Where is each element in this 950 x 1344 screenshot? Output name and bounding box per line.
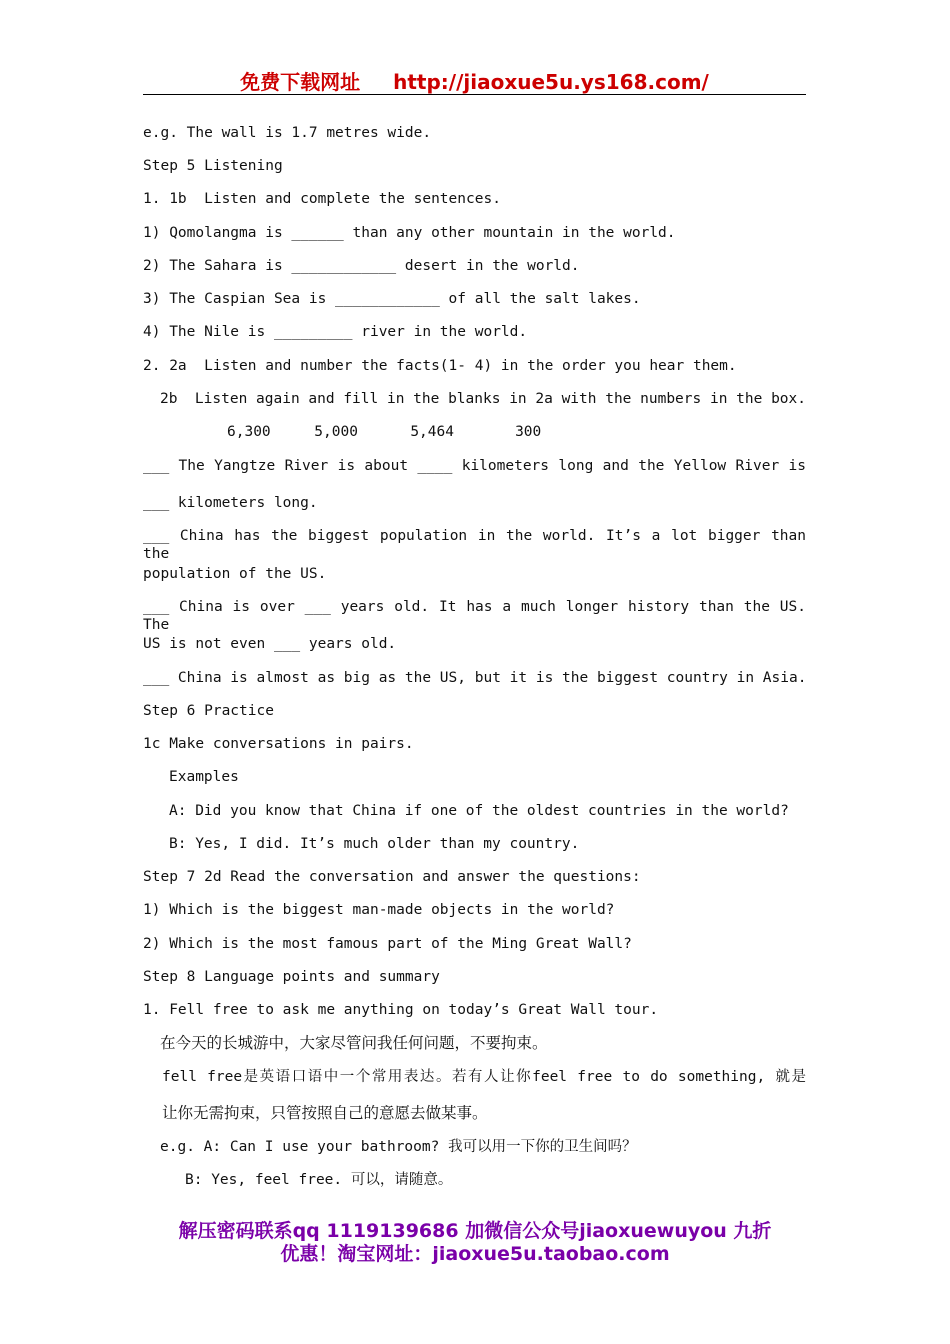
- header-url-link[interactable]: http://jiaoxue5u.ys168.com/: [393, 70, 709, 94]
- step5-heading: Step 5 Listening: [143, 158, 283, 174]
- text-line-25: 2) Which is the most famous part of the Ming Great Wall?: [143, 936, 632, 952]
- text-line-11: ___ The Yangtze River is about ____ kilometers long and the Yellow River is: [143, 458, 806, 474]
- text-line-17: ___ China is almost as big as the US, but it is the biggest country in Asia.: [143, 670, 807, 686]
- text-line-29: fell free是英语口语中一个常用表达。若有人让你feel free to do something, 就是: [162, 1069, 806, 1085]
- text-line-30: 让你无需拘束，只管按照自己的意愿去做某事。: [162, 1104, 488, 1122]
- page-header: [143, 66, 806, 95]
- text-line-27: 1. Fell free to ask me anything on today’s Great Wall tour.: [143, 1002, 659, 1018]
- step8-heading: Step 8 Language points and summary: [143, 969, 440, 985]
- footer-line-2: 优惠！淘宝网址：jiaoxue5u.taobao.com: [280, 1243, 670, 1265]
- text-line-31: e.g. A: Can I use your bathroom? 我可以用一下你的卫生间吗？: [160, 1139, 637, 1155]
- footer-line-1: 解压密码联系qq 1119139686 加微信公众号jiaoxuewuyou 九折: [178, 1220, 772, 1242]
- text-line-28: 在今天的长城游中，大家尽管问我任何问题，不要拘束。: [160, 1034, 548, 1052]
- header-title: 免费下载网址: [240, 70, 361, 94]
- text-line-3: 1. 1b Listen and complete the sentences.: [143, 191, 501, 207]
- text-line-14: population of the US.: [143, 566, 327, 582]
- text-line-1: e.g. The wall is 1.7 metres wide.: [143, 125, 432, 141]
- text-line-15: ___ China is over ___ years old. It has a much longer history than the US. The: [143, 599, 806, 633]
- text-line-9: 2b Listen again and fill in the blanks in 2a with the numbers in the box.: [160, 391, 807, 407]
- text-line-7: 4) The Nile is _________ river in the world.: [143, 324, 528, 340]
- step7-heading: Step 7 2d Read the conversation and answer the questions:: [143, 869, 641, 885]
- text-line-4: 1) Qomolangma is ______ than any other mountain in the world.: [143, 225, 676, 241]
- text-line-12: ___ kilometers long.: [143, 495, 318, 511]
- text-line-32: B: Yes, feel free. 可以，请随意。: [185, 1172, 453, 1188]
- text-line-19: 1c Make conversations in pairs.: [143, 736, 414, 752]
- text-line-20: Examples: [169, 769, 239, 785]
- text-line-21: A: Did you know that China if one of the oldest countries in the world?: [169, 803, 789, 819]
- text-line-22: B: Yes, I did. It’s much older than my country.: [169, 836, 580, 852]
- text-line-13: ___ China has the biggest population in the world. It’s a lot bigger than the: [143, 528, 806, 562]
- text-line-24: 1) Which is the biggest man-made objects in the world?: [143, 902, 615, 918]
- text-line-8: 2. 2a Listen and number the facts(1- 4) in the order you hear them.: [143, 358, 737, 374]
- number-box: 6,300 5,000 5,464 300: [227, 424, 542, 440]
- text-line-6: 3) The Caspian Sea is ____________ of all the salt lakes.: [143, 291, 641, 307]
- text-line-5: 2) The Sahara is ____________ desert in the world.: [143, 258, 580, 274]
- step6-heading: Step 6 Practice: [143, 703, 274, 719]
- text-line-16: US is not even ___ years old.: [143, 636, 397, 652]
